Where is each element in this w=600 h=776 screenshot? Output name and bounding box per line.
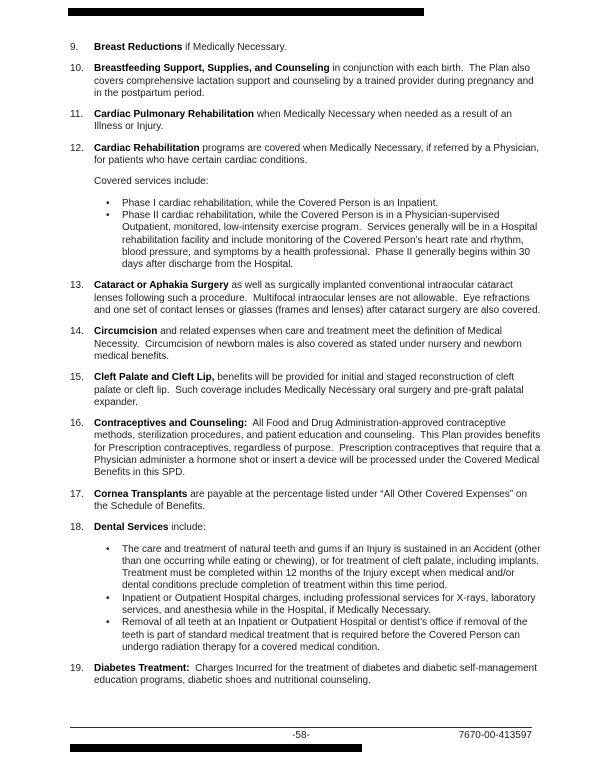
item-text: benefits will be provided for initial and staged reconstruction of cleft palate or cleft lip. Such coverage includes Medically Necessary oral surgery and pre-graft palatal expander. bbox=[94, 372, 527, 408]
item-body bbox=[94, 489, 542, 514]
item-number: 11. bbox=[70, 109, 84, 121]
item-title: Contraceptives and Counseling: bbox=[94, 418, 248, 430]
item-text: programs are covered when Medically Necessary, if referred by a Physician, for patients who have certain cardiac conditions. bbox=[94, 142, 542, 167]
item-paragraph bbox=[94, 143, 542, 168]
bullet-icon: • bbox=[106, 543, 110, 555]
item-text: include: bbox=[168, 522, 206, 534]
item-number: 17. bbox=[70, 488, 84, 500]
item-paragraph bbox=[94, 489, 542, 514]
item-title: Dental Services bbox=[94, 522, 169, 534]
page-number: -58- bbox=[292, 730, 310, 741]
list-item bbox=[70, 109, 542, 134]
list-item bbox=[70, 143, 542, 272]
item-title: Breastfeeding Support, Supplies, and Counseling bbox=[94, 63, 330, 75]
item-paragraph bbox=[94, 63, 542, 100]
bullet-item bbox=[94, 617, 542, 654]
item-text: when Medically Necessary when needed as a result of an Illness or Injury. bbox=[94, 109, 515, 133]
item-text: All Food and Drug Administration-approved contraceptive methods, sterilization procedures, and patient education and counseling. This Plan provides benefits for Prescription contraceptives, regardless of purpose. Prescription contraceptives that require that a Physician administer a hormone shot or insert a device will be processed under the Covered Medical Benefits in this SPD. bbox=[94, 418, 544, 479]
bullet-text: The care and treatment of natural teeth and gums if an Injury is sustained in an Accident (other than one occurring while eating or chewing), or for treatment of cleft palate, including implants. Treatment must be completed within 12 months of the Injury except when medical and/or dental conditions preclude completion of treatment within this time period. bbox=[122, 543, 545, 592]
list-item bbox=[70, 489, 542, 514]
redaction-bar-bottom bbox=[70, 744, 362, 752]
bullet-item bbox=[94, 198, 542, 210]
item-body bbox=[94, 143, 542, 272]
item-number: 13. bbox=[70, 280, 84, 292]
item-title: Cornea Transplants bbox=[94, 488, 188, 500]
item-paragraph bbox=[94, 326, 542, 363]
item-body bbox=[94, 326, 542, 363]
item-text: and related expenses when care and treatment meet the definition of Medical Necessity. Circumcision of newborn males is also covered as stated under nursery and newborn medical benefits. bbox=[94, 326, 525, 362]
list-item bbox=[70, 42, 542, 54]
item-text: if Medically Necessary. bbox=[182, 42, 287, 53]
item-body bbox=[94, 63, 542, 100]
list-item bbox=[70, 280, 542, 317]
item-paragraph bbox=[94, 372, 542, 409]
item-paragraph bbox=[94, 522, 542, 534]
item-text: are payable at the percentage listed under “All Other Covered Expenses” on the Schedule of Benefits. bbox=[94, 488, 530, 512]
item-title: Cataract or Aphakia Surgery bbox=[94, 280, 229, 292]
item-text: Charges Incurred for the treatment of diabetes and diabetic self-management education programs, diabetic shoes and nutritional counseling. bbox=[94, 663, 540, 687]
item-number: 10. bbox=[70, 63, 84, 75]
bullet-item bbox=[94, 210, 542, 271]
redaction-bar-top bbox=[68, 8, 424, 16]
document-number: 7670-00-413597 bbox=[458, 730, 532, 741]
item-title: Diabetes Treatment: bbox=[94, 663, 190, 675]
list-item bbox=[70, 372, 542, 409]
item-body bbox=[94, 522, 545, 654]
bullet-text: Inpatient or Outpatient Hospital charges, including professional services for X-rays, laboratory services, and anesthesia while in the Hospital, if Medically Necessary. bbox=[122, 592, 539, 616]
item-number: 16. bbox=[70, 418, 84, 430]
list-item bbox=[70, 418, 542, 479]
list-item bbox=[70, 663, 542, 688]
bullet-list bbox=[94, 198, 542, 272]
item-paragraph bbox=[94, 663, 542, 688]
item-title: Breast Reductions bbox=[94, 42, 183, 53]
item-paragraph bbox=[94, 42, 542, 54]
list-item bbox=[70, 522, 545, 654]
item-body bbox=[94, 372, 542, 409]
item-paragraph bbox=[94, 280, 542, 317]
item-title: Cleft Palate and Cleft Lip, bbox=[94, 372, 215, 384]
bullet-text: Phase II cardiac rehabilitation, while the Covered Person is in a Physician-supervised Outpatient, monitored, low-intensity exercise program. Services generally will be in a Hospital rehabilitation facility and include monitoring of the Covered Person’s heart rate and rhythm, blood pressure, and symptoms by a health professional. Phase II generally begins within 30 days after discharge from the Hospital. bbox=[122, 209, 540, 271]
item-number: 15. bbox=[70, 372, 84, 384]
item-paragraph bbox=[94, 418, 542, 479]
footer-rule bbox=[70, 727, 532, 728]
item-text: as well as surgically implanted conventional intraocular cataract lenses following such a procedure. Multifocal intraocular lenses are not allowable. Eye refractions and one set of contact lenses or glasses (frames and lenses) after cataract surgery are also covered. bbox=[94, 280, 541, 317]
item-subheading: Covered services include: bbox=[94, 176, 209, 188]
benefits-list bbox=[70, 42, 545, 697]
item-body bbox=[94, 42, 542, 54]
bullet-icon: • bbox=[106, 209, 110, 221]
item-number: 18. bbox=[70, 522, 84, 534]
list-item bbox=[70, 326, 542, 363]
bullet-text: Phase I cardiac rehabilitation, while the Covered Person is an Inpatient. bbox=[122, 197, 439, 209]
bullet-item bbox=[94, 593, 542, 618]
item-title: Cardiac Pulmonary Rehabilitation bbox=[94, 109, 255, 121]
bullet-text: Removal of all teeth at an Inpatient or Outpatient Hospital or dentist’s office if removal of the teeth is part of standard medical treatment that is required before the Covered Person can undergo radiation therapy for a covered medical condition. bbox=[122, 617, 531, 653]
item-number: 14. bbox=[70, 326, 84, 338]
bullet-icon: • bbox=[106, 617, 110, 629]
item-body bbox=[94, 663, 542, 688]
bullet-icon: • bbox=[106, 197, 110, 209]
item-title: Cardiac Rehabilitation bbox=[94, 142, 200, 154]
item-title: Circumcision bbox=[94, 326, 158, 338]
item-number: 19. bbox=[70, 663, 84, 675]
item-body bbox=[94, 109, 542, 134]
item-text: in conjunction with each birth. The Plan also covers comprehensive lactation support and counseling by a trained provider during pregnancy and in the postpartum period. bbox=[94, 63, 537, 99]
item-body bbox=[94, 280, 542, 317]
item-body bbox=[94, 418, 542, 479]
item-number: 9. bbox=[70, 42, 79, 53]
bullet-icon: • bbox=[106, 592, 110, 604]
bullet-item bbox=[94, 543, 545, 593]
item-number: 12. bbox=[70, 142, 84, 154]
item-paragraph bbox=[94, 109, 542, 134]
bullet-list bbox=[94, 543, 545, 655]
list-item bbox=[70, 63, 542, 100]
page-footer bbox=[70, 730, 532, 744]
